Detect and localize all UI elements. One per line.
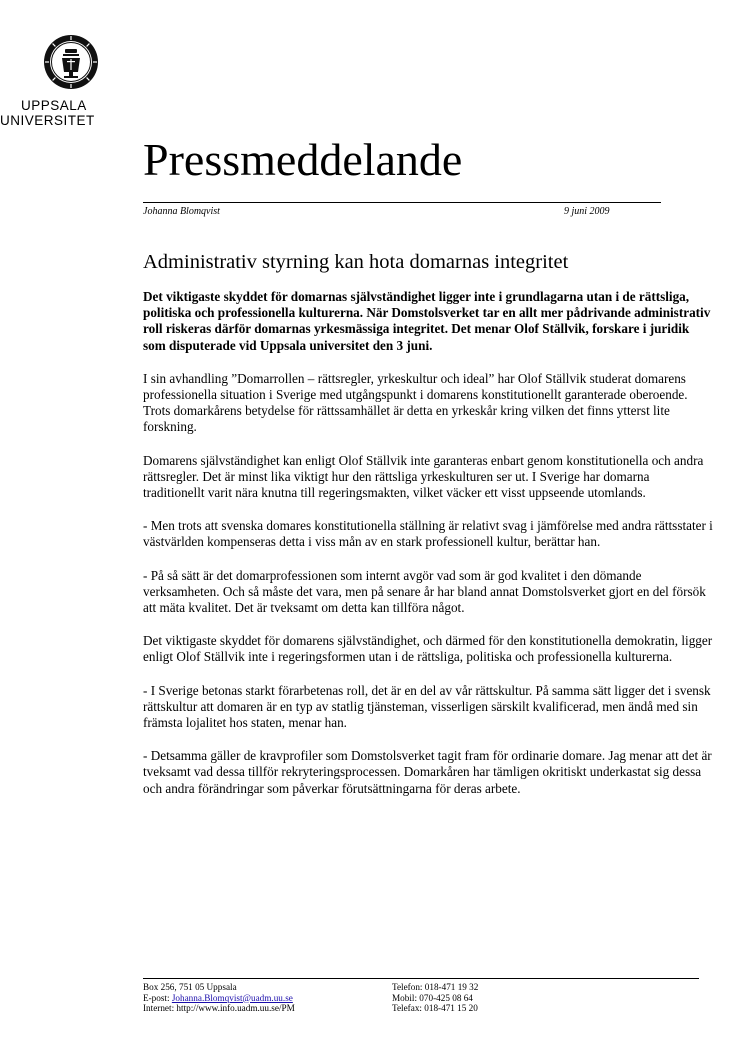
footer-internet: Internet: http://www.info.uadm.uu.se/PM — [143, 1003, 295, 1013]
footer-email-link[interactable]: Johanna.Blomqvist@uadm.uu.se — [171, 992, 293, 1003]
footer-contact-right — [392, 982, 478, 1014]
footer-email-label: E-post: — [143, 992, 172, 1003]
header-divider — [143, 202, 661, 203]
footer-fax: Telefax: 018-471 15 20 — [392, 1003, 478, 1013]
article-lead: Det viktigaste skyddet för domarnas självständighet ligger inte i grundlagarna utan i de rättsliga, politiska och professionella kulturerna. När Domstolsverket tar en allt mer pådrivande administrativ roll riskeras därför domarnas yrkesmässiga integritet. Det menar Olof Ställvik, forskare i juridik som disputerade vid Uppsala universitet den 3 juni. — [143, 289, 711, 353]
article-body — [143, 289, 713, 814]
article-paragraph: I sin avhandling ”Domarrollen – rättsregler, yrkeskultur och ideal” har Olof Ställvik studerat domarens professionella situation i Sverige med utgångspunkt i domarens konstitutionellt garanterade oberoende. Trots domarkårens betydelse för rättssamhället är detta en yrkeskår kring vilken det finns ytterst lite forskning. — [143, 370, 688, 435]
footer-contact-left — [143, 982, 295, 1014]
author-name: Johanna Blomqvist — [143, 206, 220, 217]
publication-date: 9 juni 2009 — [564, 206, 610, 217]
footer-divider — [143, 978, 699, 979]
footer-phone: Telefon: 018-471 19 32 — [392, 982, 479, 992]
university-name-line2: UNIVERSITET — [0, 113, 95, 128]
footer-email-line — [143, 993, 295, 1004]
university-name-line1: UPPSALA — [21, 98, 87, 113]
university-seal-icon — [43, 34, 99, 90]
document-type-title: Pressmeddelande — [143, 134, 463, 185]
article-paragraph: - Men trots att svenska domares konstitutionella ställning är relativt svag i jämförelse med andra rättsstater i västvärlden kompenseras detta i viss mån av en stark professionell kultur, berättar han. — [143, 518, 713, 550]
university-logo — [0, 34, 140, 128]
article-paragraph: Domarens självständighet kan enligt Olof Ställvik inte garanteras enbart genom konstitutionella och andra rättsregler. Det är minst lika viktigt hur den rättsliga yrkeskulturen ser ut. I Sverige har domarna traditionellt varit nära knutna till regeringsmakten, vilket väcker ett visst uppseende utomlands. — [143, 452, 704, 501]
article-paragraph: - I Sverige betonas starkt förarbetenas roll, det är en del av vår rättskultur. På samma sätt ligger det i svensk rättskultur att domaren är en typ av statlig tjänsteman, visserligen särskilt kvalificerad, men ändå med sin främsta lojalitet hos staten, menar han. — [143, 682, 711, 731]
article-paragraph: - Detsamma gäller de kravprofiler som Domstolsverket tagit fram för ordinarie domare. Jag menar att det är tveksamt vad dessa tillför rekryteringsprocessen. Domarkåren har tämligen okritiskt underkastat sig dessa och andra förändringar som påverkar förutsättningarna för deras arbete. — [143, 748, 712, 796]
footer-mobile: Mobil: 070-425 08 64 — [392, 992, 473, 1003]
article-headline: Administrativ styrning kan hota domarnas integritet — [143, 251, 569, 273]
footer-address: Box 256, 751 05 Uppsala — [143, 982, 237, 992]
article-paragraph: - På så sätt är det domarprofessionen som internt avgör vad som är god kvalitet i den dömande verksamheten. Och så måste det vara, men på senare år har bland annat Domstolsverket gjort en del försök att mäta kvalitet. Det är tveksamt om detta kan tillföra något. — [143, 567, 706, 616]
article-paragraph: Det viktigaste skyddet för domarens självständighet, och därmed för den konstitutionella demokratin, ligger enligt Olof Ställvik inte i regeringsformen utan i de rättsliga, politiska och professionella kulturerna. — [143, 633, 713, 665]
